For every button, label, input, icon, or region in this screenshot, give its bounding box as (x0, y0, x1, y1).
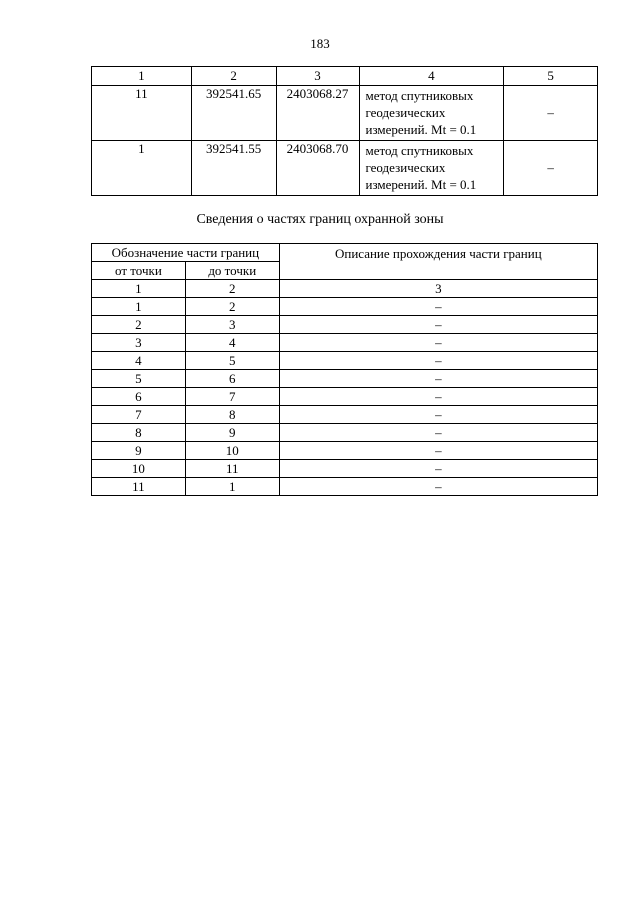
column-number-4: 4 (359, 67, 504, 86)
description-cell: – (279, 388, 597, 406)
column-numbering-row (92, 280, 598, 298)
to-point-header: до точки (185, 262, 279, 280)
column-number-5: 5 (504, 67, 598, 86)
to-point-cell: 8 (185, 406, 279, 424)
boundary-part-header: Обозначение части границ (92, 244, 280, 262)
description-cell: – (279, 298, 597, 316)
to-point-cell: 7 (185, 388, 279, 406)
method-line: геодезических (365, 105, 446, 120)
method-line: измерений. Mt = 0.1 (365, 122, 477, 137)
coordinates-table (91, 66, 598, 196)
point-description: – (504, 86, 598, 141)
measurement-method (359, 141, 504, 196)
from-point-cell: 9 (92, 442, 186, 460)
column-number-2: 2 (191, 67, 276, 86)
description-cell: – (279, 442, 597, 460)
table-row (92, 388, 598, 406)
table-row (92, 478, 598, 496)
method-line: измерений. Mt = 0.1 (365, 177, 477, 192)
to-point-cell: 9 (185, 424, 279, 442)
table-row (92, 316, 598, 334)
coordinate-y: 2403068.70 (276, 141, 359, 196)
from-point-cell: 6 (92, 388, 186, 406)
to-point-cell: 1 (185, 478, 279, 496)
group-header-row (92, 244, 598, 262)
column-number-1: 1 (92, 67, 192, 86)
boundary-parts-body (92, 298, 598, 496)
column-number-3: 3 (279, 280, 597, 298)
coordinate-y: 2403068.27 (276, 86, 359, 141)
coordinates-header-row (92, 67, 598, 86)
measurement-method (359, 86, 504, 141)
from-point-cell: 3 (92, 334, 186, 352)
from-point-cell: 8 (92, 424, 186, 442)
point-number: 11 (92, 86, 192, 141)
coordinate-x: 392541.55 (191, 141, 276, 196)
section-caption: Сведения о частях границ охранной зоны (196, 212, 444, 227)
description-cell: – (279, 370, 597, 388)
table-row (92, 424, 598, 442)
table-row (92, 86, 598, 141)
to-point-cell: 5 (185, 352, 279, 370)
from-point-cell: 11 (92, 478, 186, 496)
method-line: геодезических (365, 160, 446, 175)
to-point-cell: 2 (185, 298, 279, 316)
point-description: – (504, 141, 598, 196)
description-cell: – (279, 334, 597, 352)
table-row (92, 442, 598, 460)
from-point-header: от точки (92, 262, 186, 280)
from-point-cell: 4 (92, 352, 186, 370)
table-row (92, 141, 598, 196)
to-point-cell: 4 (185, 334, 279, 352)
boundary-parts-table (91, 243, 598, 496)
table-row (92, 406, 598, 424)
from-point-cell: 5 (92, 370, 186, 388)
description-cell: – (279, 316, 597, 334)
description-header: Описание прохождения части границ (279, 244, 597, 280)
from-point-cell: 1 (92, 298, 186, 316)
description-cell: – (279, 478, 597, 496)
table-row (92, 352, 598, 370)
table-row (92, 460, 598, 478)
to-point-cell: 6 (185, 370, 279, 388)
description-cell: – (279, 424, 597, 442)
table-row (92, 298, 598, 316)
description-cell: – (279, 352, 597, 370)
to-point-cell: 10 (185, 442, 279, 460)
column-number-2: 2 (185, 280, 279, 298)
from-point-cell: 10 (92, 460, 186, 478)
page-number: 183 (310, 36, 330, 51)
to-point-cell: 3 (185, 316, 279, 334)
point-number: 1 (92, 141, 192, 196)
table-row (92, 334, 598, 352)
method-line: метод спутниковых (365, 88, 474, 103)
table-row (92, 370, 598, 388)
from-point-cell: 7 (92, 406, 186, 424)
to-point-cell: 11 (185, 460, 279, 478)
method-line: метод спутниковых (365, 143, 474, 158)
description-cell: – (279, 406, 597, 424)
column-number-3: 3 (276, 67, 359, 86)
column-number-1: 1 (92, 280, 186, 298)
coordinate-x: 392541.65 (191, 86, 276, 141)
from-point-cell: 2 (92, 316, 186, 334)
description-cell: – (279, 460, 597, 478)
